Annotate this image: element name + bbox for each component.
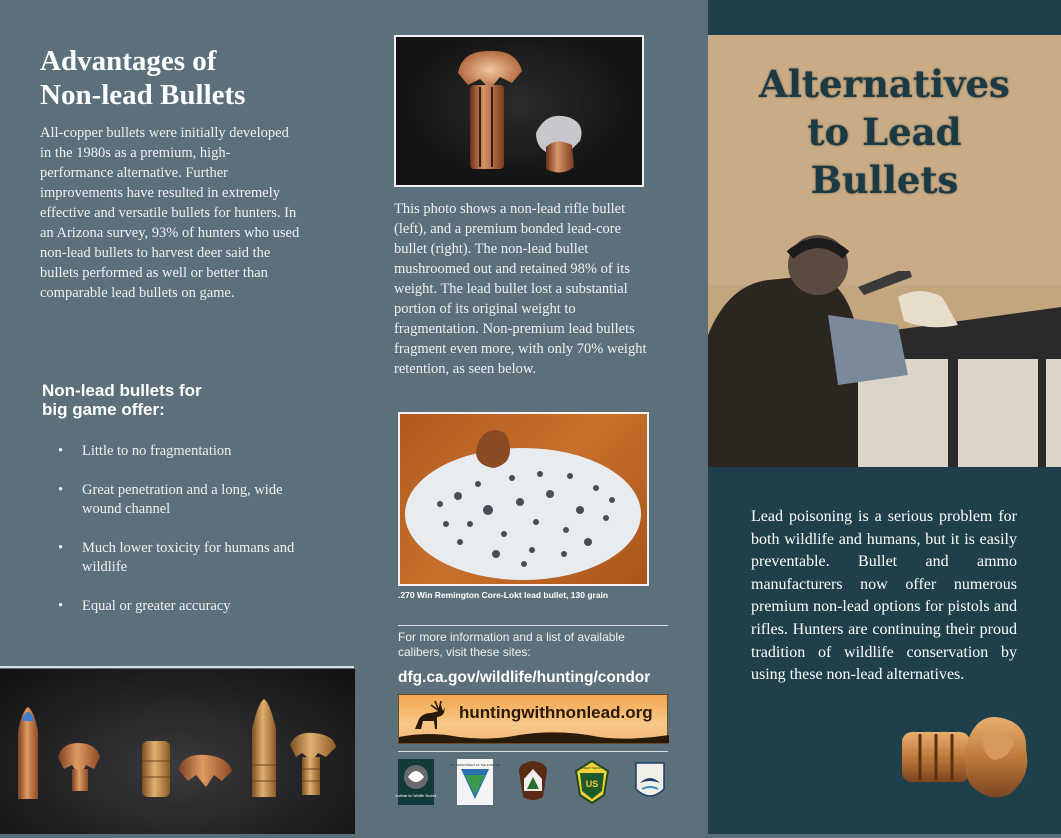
bullets-lineup-photo (0, 669, 355, 834)
heading-line-1: Advantages of (40, 45, 217, 77)
benefit-item: • Great penetration and a long, wide wound channel (58, 481, 318, 519)
divider (398, 625, 668, 626)
banner-text: huntingwithnonlead.org (459, 703, 653, 722)
photo-caption: .270 Win Remington Core-Lokt lead bullet, 130 grain (398, 590, 609, 600)
title-line-1: Alternatives (759, 62, 1010, 106)
brochure-title (708, 60, 1061, 204)
mushroomed-bullet-photo (898, 710, 1033, 805)
usfs-logo-text: FOREST SERVICE (579, 766, 604, 770)
heading-line-2: Non-lead Bullets (40, 79, 246, 111)
benefit-item: • Much lower toxicity for humans and wildlife (58, 539, 318, 577)
fragmentation-photo (398, 412, 649, 586)
dfg-website-link[interactable]: dfg.ca.gov/wildlife/hunting/condor (398, 669, 651, 686)
benefit-item: • Little to no fragmentation (58, 442, 318, 461)
nps-logo[interactable] (515, 759, 551, 805)
usfws-logo[interactable] (632, 759, 668, 805)
hills-graphic (399, 729, 669, 743)
title-line-3: Bullets (810, 158, 959, 202)
lead-poisoning-paragraph: Lead poisoning is a serious problem for both wildlife and humans, but it is easily preventable. Bullet and ammo manufacturers now offer numerous premium non-lead options for pistols and rifles. Hunters are continuing their proud tradition of wildlife conservation by using these non-lead alternatives. (751, 508, 1017, 684)
blm-logo-text: U.S. DEPARTMENT OF THE INTERIOR (449, 763, 500, 767)
benefits-subheading (42, 381, 202, 419)
divider (398, 751, 668, 752)
agency-logos (395, 758, 668, 806)
divider (0, 666, 354, 668)
huntingwithnonlead-banner[interactable] (398, 694, 668, 744)
usfs-logo[interactable] (574, 759, 610, 805)
eagle-institute-logo[interactable] (395, 759, 437, 805)
subheading-line-2: big game offer: (42, 400, 165, 419)
advantages-heading (40, 44, 245, 112)
title-line-2: to Lead (807, 110, 962, 154)
benefit-item: • Equal or greater accuracy (58, 597, 318, 616)
benefits-list (58, 442, 318, 636)
nonlead-vs-bonded-bullet-photo (394, 35, 644, 187)
subheading-line-1: Non-lead bullets for (42, 381, 202, 400)
photo-explanation: This photo shows a non-lead rifle bullet (left), and a premium bonded lead-core bullet (right). The non-lead bullet mushroomed out and retained 98% of its weight. The lead bullet lost a substantial portion of its original weight to fragmentation. Non-premium lead bullets fragment even more, with only 70% weight retention, as seen below. (394, 201, 647, 377)
blm-logo[interactable] (449, 759, 500, 805)
eagle-logo-text: Institute for Wildlife Studies (395, 794, 437, 798)
advantages-paragraph: All-copper bullets were initially developed in the 1980s as a premium, high-performance alternative. Further improvements have resulted in extremely effective and versatile bullets for hunters. In an Arizona survey, 93% of hunters who used non-lead bullets to harvest deer said the bullets performed as well or better than comparable lead bullets on game. (40, 125, 300, 301)
svg-text:US: US (585, 779, 598, 789)
more-info-text: For more information and a list of available calibers, visit these sites: (398, 630, 625, 659)
